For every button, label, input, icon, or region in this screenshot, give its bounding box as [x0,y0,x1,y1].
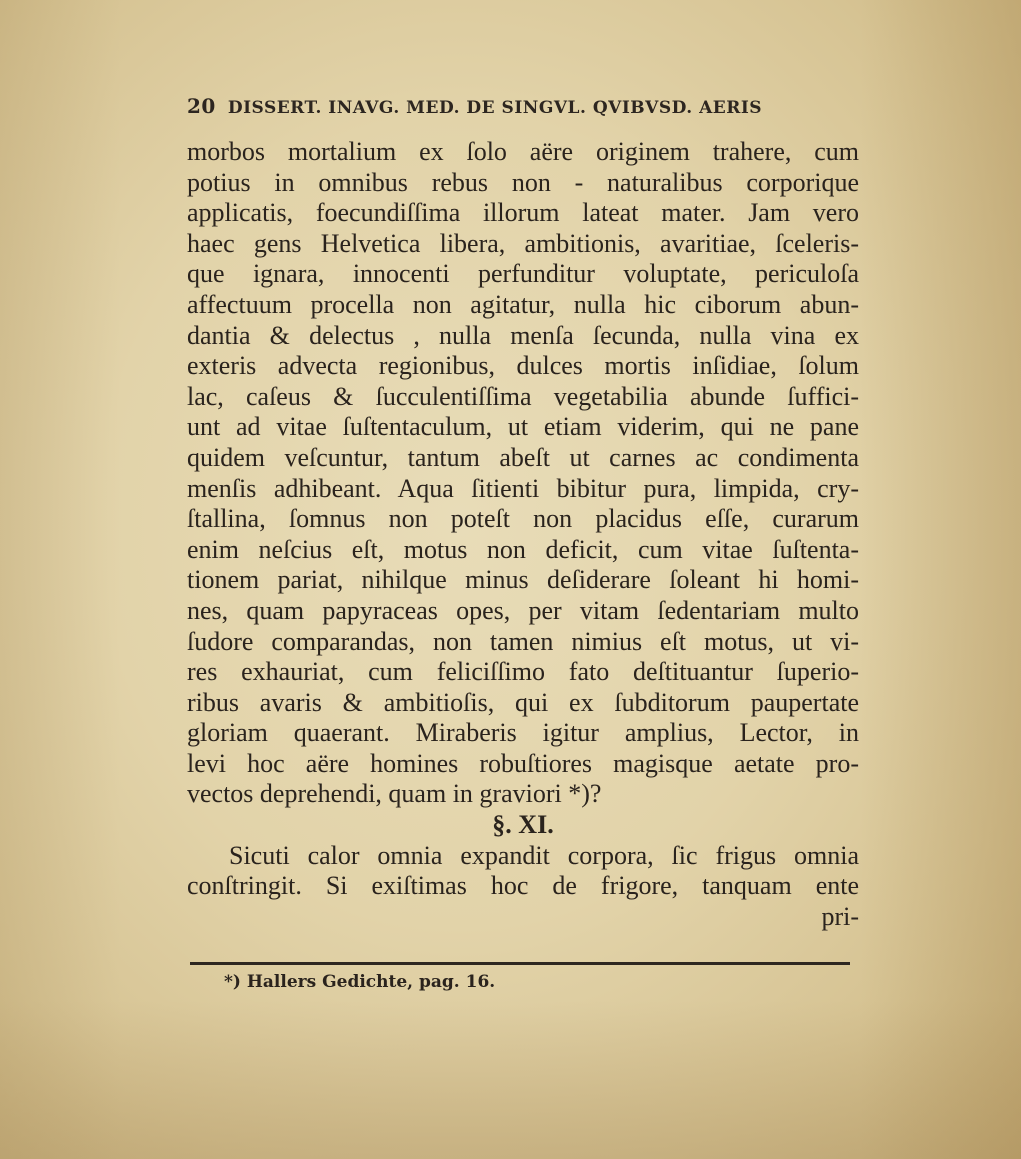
text-line: potius in omnibus rebus non - naturalibus corporique [187,167,859,197]
text-line: unt ad vitae ſuſtentaculum, ut etiam viderim, qui ne pane [187,412,859,442]
text-line: haec gens Helvetica libera, ambitionis, avaritiae, ſceleris- [187,228,859,258]
text-line: applicatis, foecundiſſima illorum lateat mater. Jam vero [187,198,859,228]
page-edge-shading-bottom [0,1000,1021,1159]
running-header [187,94,847,124]
text-line: ſudore comparandas, non tamen nimius eſt motus, ut vi- [187,626,859,656]
text-line: levi hoc aëre homines robuſtiores magisque aetate pro- [187,748,859,778]
text-line: lac, caſeus & ſucculentiſſima vegetabilia abunde ſuffici- [187,381,859,411]
text-line: dantia & delectus , nulla menſa ſecunda, nulla vina ex [187,320,859,350]
text-line: quidem veſcuntur, tantum abeſt ut carnes ac condimenta [187,442,859,472]
page-edge-shading-left [0,0,120,1159]
text-line: ribus avaris & ambitioſis, qui ex ſubditorum paupertate [187,687,859,717]
text-line: tionem pariat, nihilque minus deſiderare ſoleant hi homi- [187,565,859,595]
text-line: ſtallina, ſomnus non poteſt non placidus eſſe, curarum [187,504,859,534]
page-edge-shading-right [860,0,1021,1159]
text-line: que ignara, innocenti perfunditur voluptate, periculoſa [187,259,859,289]
text-line: exteris advecta regionibus, dulces mortis inſidiae, ſolum [187,351,859,381]
text-line: vectos deprehendi, quam in graviori *)? [187,779,602,809]
page-number: 20 [187,94,216,118]
text-line: conſtringit. Si exiſtimas hoc de frigore, tanquam ente [187,871,859,901]
text-line: menſis adhibeant. Aqua ſitienti bibitur pura, limpida, cry- [187,473,859,503]
body-text [187,137,859,932]
footnote-rule [190,962,850,965]
footnote: *) Hallers Gedichte, pag. 16. [224,972,496,992]
text-line: res exhauriat, cum feliciſſimo fato deſtituantur ſuperio- [187,657,859,687]
text-line: morbos mortalium ex ſolo aëre originem trahere, cum [187,137,859,166]
running-title: DISSERT. INAVG. MED. DE SINGVL. QVIBVSD. AERIS [227,98,763,118]
text-line: gloriam quaerant. Miraberis igitur amplius, Lector, in [187,718,859,748]
text-line: affectuum procella non agitatur, nulla hic ciborum abun- [187,289,859,319]
text-line: nes, quam papyraceas opes, per vitam ſedentariam multo [187,595,859,625]
catchword: pri- [821,901,859,931]
section-heading: §. XI. [492,810,554,840]
text-line: Sicuti calor omnia expandit corpora, ſic frigus omnia [229,840,859,870]
text-line: enim neſcius eſt, motus non deficit, cum vitae ſuſtenta- [187,534,859,564]
